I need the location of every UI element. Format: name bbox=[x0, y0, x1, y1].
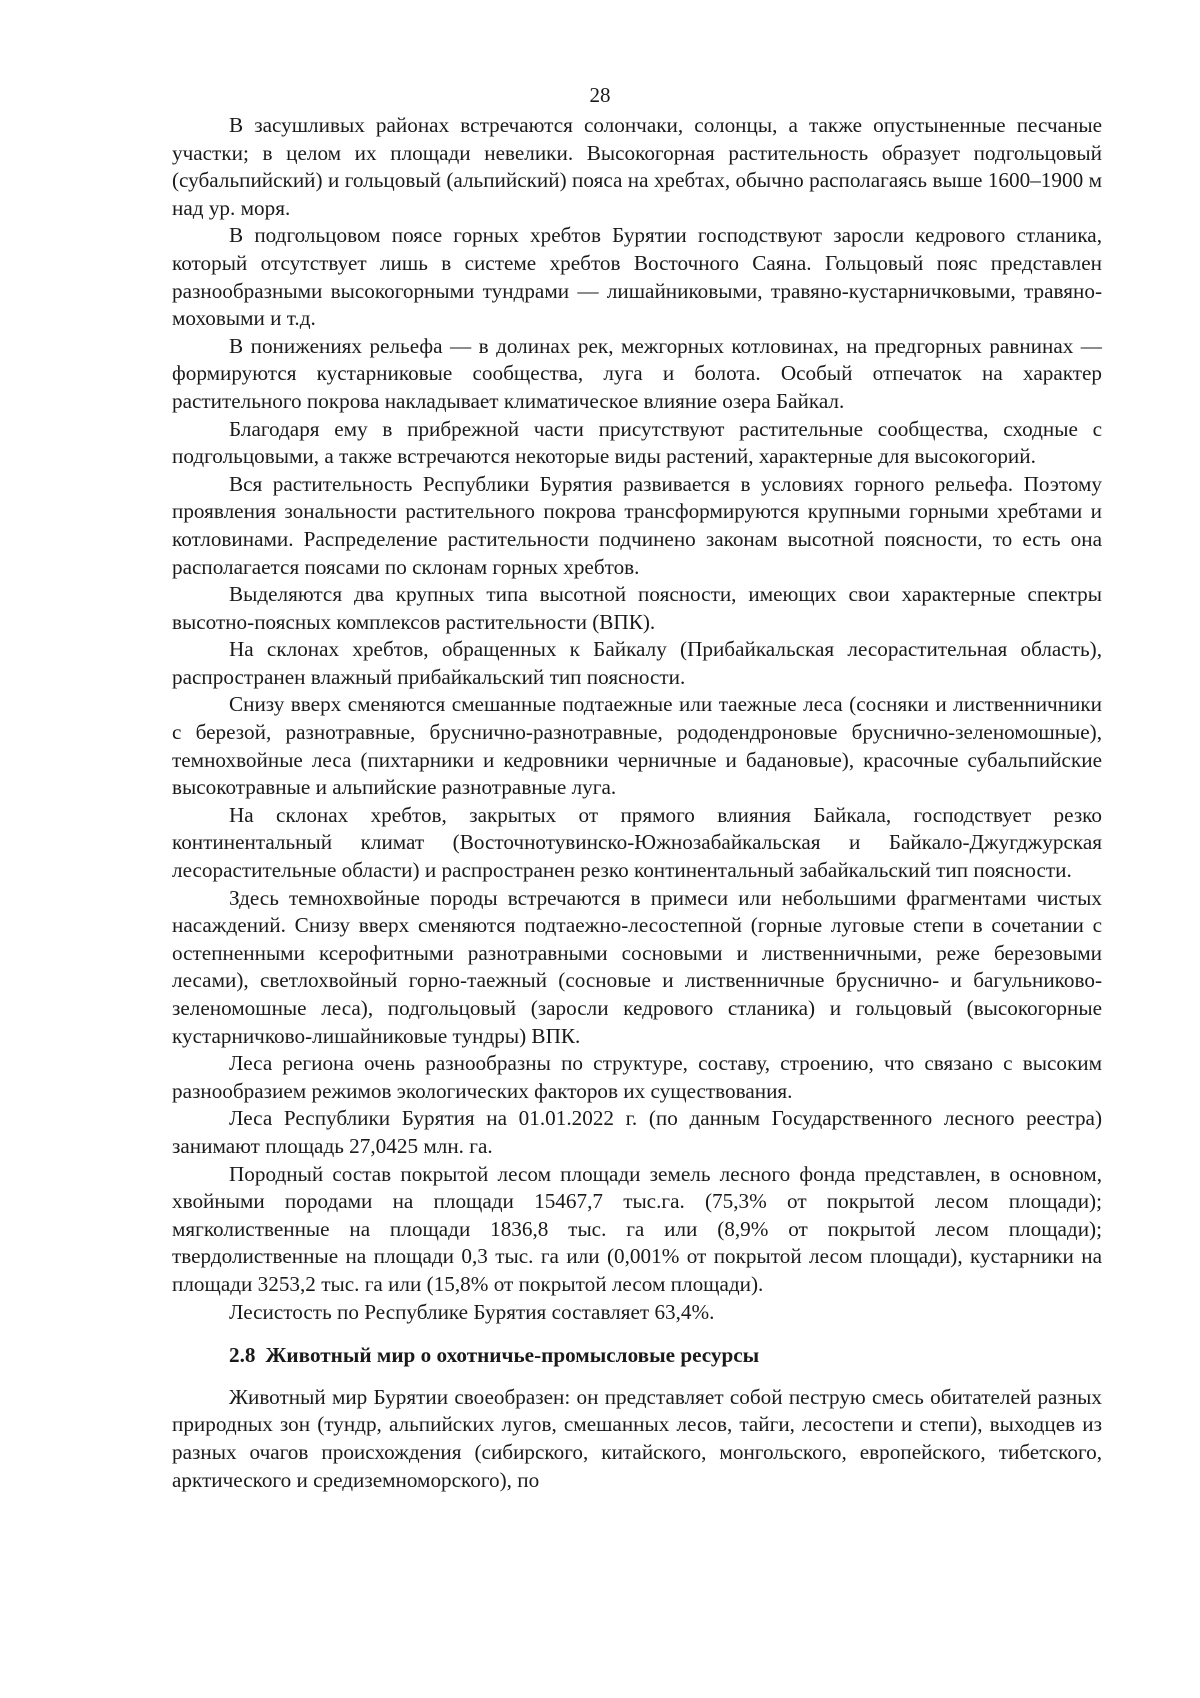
paragraph: Выделяются два крупных типа высотной поясности, имеющих свои характерные спектры высотно-поясных комплексов растительности (ВПК). bbox=[172, 582, 1102, 634]
paragraph: Благодаря ему в прибрежной части присутствуют растительные сообщества, сходные с подгольцовыми, а также встречаются некоторые виды растений, характерные для высокогорий. bbox=[172, 416, 1102, 469]
paragraph: Породный состав покрытой лесом площади земель лесного фонда представлен, в основном, хвойными породами на площади 15467,7 тыс.га. (75,3% от покрытой лесом площади); мягколиственные на площади 1836,8 тыс. га или (8,9% от покрытой лесом площади); твердолиственные на площади 0,3 тыс. га или (0,001% от покрытой лесом площади), кустарники на площади 3253,2 тыс. га или (15,8% от покрытой лесом площади). bbox=[172, 1161, 1102, 1296]
paragraph: Животный мир Бурятии своеобразен: он представляет собой пеструю смесь обитателей разных природных зон (тундр, альпийских лугов, смешанных лесов, тайги, лесостепи и степи), выходцев из разных очагов происхождения (сибирского, китайского, монгольского, европейского, тибетского, арктического и средиземноморского), по bbox=[172, 1384, 1102, 1492]
paragraph: Вся растительность Республики Бурятия развивается в условиях горного рельефа. Поэтому проявления зональности растительного покрова трансформируются крупными горными хребтами и котловинами. Распределение растительности подчинено законам высотной поясности, то есть она располагается поясами по склонам горных хребтов. bbox=[172, 471, 1102, 579]
document-body bbox=[172, 112, 1102, 1494]
paragraph: В понижениях рельефа — в долинах рек, межгорных котловинах, на предгорных равнинах — формируются кустарниковые сообщества, луга и болота. Особый отпечаток на характер растительного покрова накладывает климатическое влияние озера Байкал. bbox=[172, 333, 1102, 413]
paragraph: В засушливых районах встречаются солончаки, солонцы, а также опустыненные песчаные участки; в целом их площади невелики. Высокогорная растительность образует подгольцовый (субальпийский) и гольцовый (альпийский) пояса на хребтах, обычно располагаясь выше 1600–1900 м над ур. моря. bbox=[172, 113, 1102, 220]
page-number: 28 bbox=[589, 83, 611, 107]
paragraph: Леса Республики Бурятия на 01.01.2022 г. (по данным Государственного лесного реестра) занимают площадь 27,0425 млн. га. bbox=[172, 1106, 1102, 1158]
paragraph: На склонах хребтов, закрытых от прямого влияния Байкала, господствует резко континентальный климат (Восточнотувинско-Южнозабайкальская и Байкало-Джугджурская лесорастительные области) и распространен резко континентальный забайкальский тип поясности. bbox=[172, 802, 1102, 883]
paragraph: Лесистость по Республике Бурятия составляет 63,4%. bbox=[229, 1299, 715, 1324]
paragraph: Снизу вверх сменяются смешанные подтаежные или таежные леса (сосняки и лиственничники с березой, разнотравные, бруснично-разнотравные, рододендроновые бруснично-зеленомошные), темнохвойные леса (пихтарники и кедровники черничные и бадановые), красочные субальпийские высокотравные и альпийские разнотравные луга. bbox=[172, 692, 1102, 800]
section-number: 2.8 bbox=[229, 1343, 256, 1368]
section-title: Животный мир о охотничье-промысловые ресурсы bbox=[265, 1343, 760, 1368]
paragraph: На склонах хребтов, обращенных к Байкалу (Прибайкальская лесорастительная область), распространен влажный прибайкальский тип поясности. bbox=[172, 637, 1102, 689]
paragraph: Леса региона очень разнообразны по структуре, составу, строению, что связано с высоким разнообразием режимов экологических факторов их существования. bbox=[172, 1051, 1102, 1103]
paragraph: В подгольцовом поясе горных хребтов Бурятии господствуют заросли кедрового стланика, который отсутствует лишь в системе хребтов Восточного Саяна. Гольцовый пояс представлен разнообразными высокогорными тундрами — лишайниковыми, травяно-кустарничковыми, травяно-моховыми и т.д. bbox=[172, 223, 1102, 331]
paragraph: Здесь темнохвойные породы встречаются в примеси или небольшими фрагментами чистых насаждений. Снизу вверх сменяются подтаежно-лесостепной (горные луговые степи в сочетании с остепненными ксерофитными разнотравными сосновыми и лиственничными, реже березовыми лесами), светлохвойный горно-таежный (сосновые и лиственничные бруснично- и багульниково-зеленомошные леса), подгольцовый (заросли кедрового стланика) и гольцовый (высокогорные кустарничково-лишайниковые тундры) ВПК. bbox=[172, 885, 1102, 1048]
section-heading bbox=[172, 1342, 1102, 1370]
